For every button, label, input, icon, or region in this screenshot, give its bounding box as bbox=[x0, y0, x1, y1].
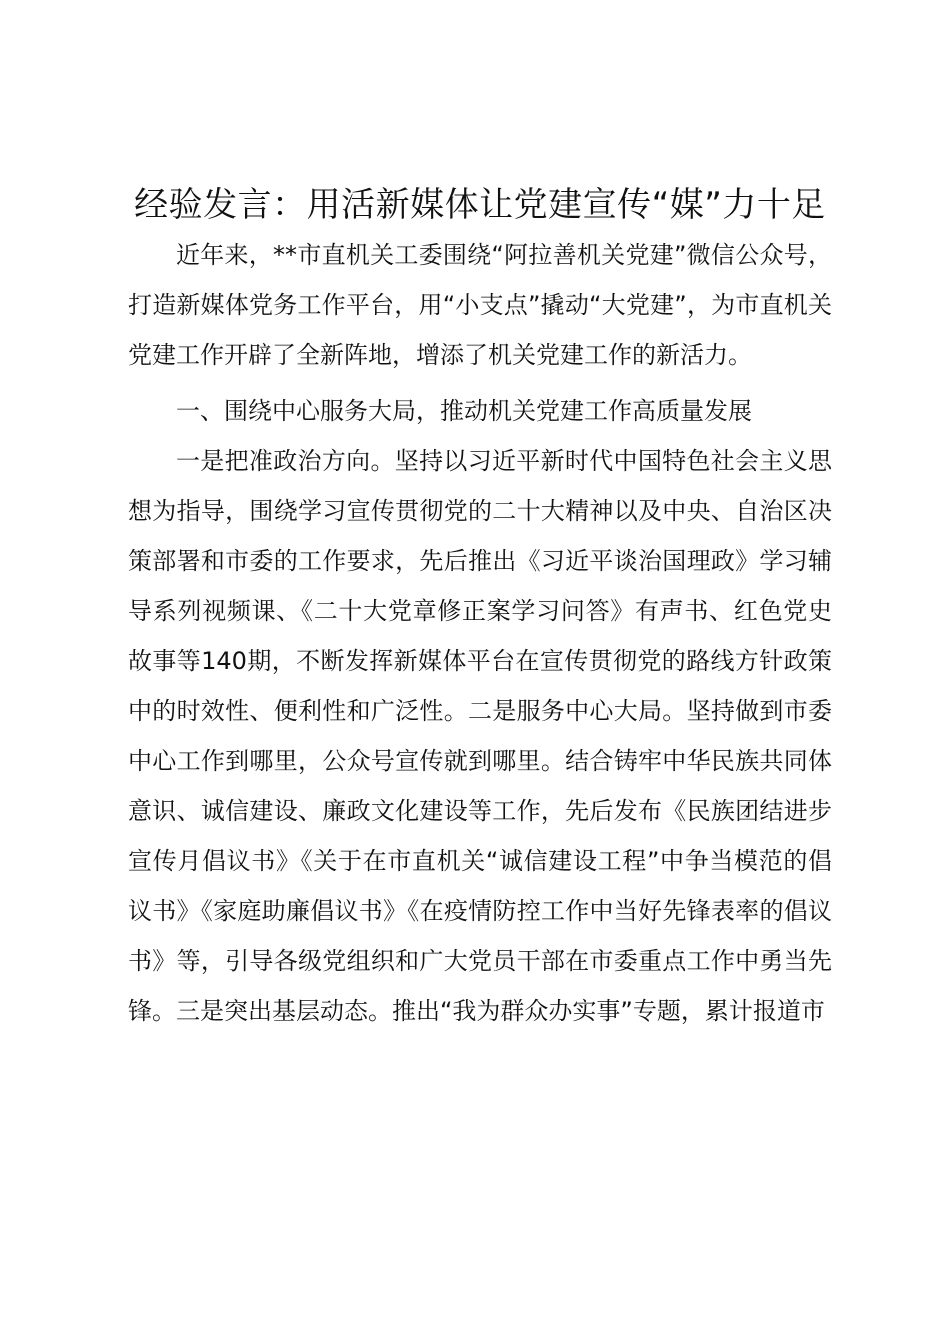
section-heading-1: 一、围绕中心服务大局，推动机关党建工作高质量发展 bbox=[176, 397, 752, 425]
document-page bbox=[128, 180, 832, 1036]
document-title: 经验发言：用活新媒体让党建宣传“媒”力十足 bbox=[134, 185, 826, 225]
intro-paragraph: 近年来，**市直机关工委围绕“阿拉善机关党建”微信公众号，打造新媒体党务工作平台，用“小支点”撬动“大党建”，为市直机关党建工作开辟了全新阵地，增添了机关党建工作的新活力。 bbox=[128, 241, 832, 369]
body-paragraph-1: 一是把准政治方向。坚持以习近平新时代中国特色社会主义思想为指导，围绕学习宣传贯彻党的二十大精神以及中央、自治区决策部署和市委的工作要求，先后推出《习近平谈治国理政》学习辅导系列视频课、《二十大党章修正案学习问答》有声书、红色党史故事等140期，不断发挥新媒体平台在宣传贯彻党的路线方针政策中的时效性、便利性和广泛性。二是服务中心大局。坚持做到市委中心工作到哪里，公众号宣传就到哪里。结合铸牢中华民族共同体意识、诚信建设、廉政文化建设等工作，先后发布《民族团结进步宣传月倡议书》《关于在市直机关“诚信建设工程”中争当模范的倡议书》《家庭助廉倡议书》《在疫情防控工作中当好先锋表率的倡议书》等，引导各级党组织和广大党员干部在市委重点工作中勇当先锋。三是突出基层动态。推出“我为群众办实事”专题，累计报道市 bbox=[128, 447, 832, 1025]
